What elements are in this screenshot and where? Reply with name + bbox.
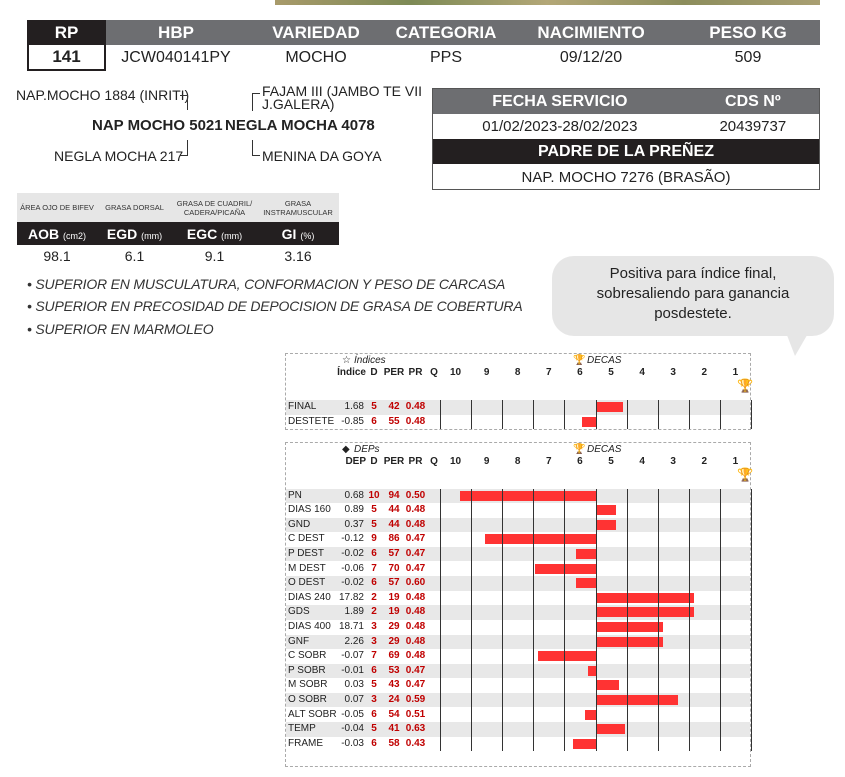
row-pr: 0.48 — [405, 606, 426, 618]
bullet-text: SUPERIOR EN MUSCULATURA, CONFORMACION Y PESO DE CARCASA — [35, 276, 506, 292]
grid-line — [596, 489, 597, 752]
pedigree-connector — [252, 140, 260, 156]
aob-code: AOB — [27, 225, 60, 242]
variedad-value: MOCHO — [285, 49, 347, 66]
row-pr: 0.47 — [405, 664, 426, 676]
deps-chart — [285, 442, 754, 767]
row-pr: 0.47 — [405, 533, 426, 545]
hbp-header: HBP — [158, 22, 194, 42]
padre-value: NAP. MOCHO 7276 (BRASÃO) — [521, 168, 731, 186]
row-per: 29 — [388, 635, 400, 647]
row-pr: 0.48 — [405, 635, 426, 647]
chart-title: DEPs — [354, 444, 380, 455]
table-row — [286, 503, 750, 518]
column-header: PER — [383, 367, 405, 378]
dam-dam: MENINA DA GOYA — [262, 148, 382, 164]
row-per: 69 — [388, 650, 400, 662]
column-header: DEP — [345, 456, 366, 467]
deca-label: 3 — [670, 367, 676, 378]
decas-label: DECAS — [587, 355, 622, 366]
column-header: Q — [430, 456, 438, 467]
bullet-item: • SUPERIOR EN PRECOSIDAD DE DEPOCISION DE GRASA DE COBERTURA — [27, 298, 523, 314]
row-d: 3 — [371, 693, 377, 705]
row-label: P SOBR — [288, 664, 326, 676]
table-row — [286, 708, 750, 723]
row-per: 19 — [388, 591, 400, 603]
grid-line — [533, 400, 534, 429]
row-label: DIAS 160 — [288, 504, 331, 516]
bullet-item: • SUPERIOR EN MARMOLEO — [27, 321, 214, 337]
grid-line — [564, 400, 565, 429]
row-pr: 0.60 — [405, 577, 426, 589]
column-header: PR — [408, 367, 423, 378]
row-pr: 0.47 — [405, 547, 426, 559]
rp-header: RP — [27, 20, 106, 45]
row-label: C DEST — [288, 533, 325, 545]
row-value: -0.03 — [341, 737, 364, 749]
gi-unit: (%) — [300, 230, 315, 241]
row-d: 5 — [371, 518, 377, 530]
grid-line — [720, 489, 721, 752]
table-row — [286, 649, 750, 664]
column-header: PER — [383, 456, 405, 467]
row-value: -0.06 — [341, 562, 364, 574]
grid-line — [471, 400, 472, 429]
categoria-value: PPS — [429, 49, 462, 66]
row-d: 3 — [371, 620, 377, 632]
aob-desc: ÁREA OJO DE BIFEV — [20, 203, 94, 212]
deca-label: 5 — [608, 367, 614, 378]
aob-value: 98.1 — [43, 247, 71, 264]
row-per: 55 — [388, 415, 400, 427]
grid-line — [627, 400, 628, 429]
row-per: 86 — [388, 533, 400, 545]
grid-line — [689, 489, 690, 752]
row-pr: 0.63 — [405, 723, 426, 735]
deca-label: 9 — [483, 456, 490, 467]
egd-unit: (mm) — [141, 230, 163, 241]
row-value: -0.04 — [341, 723, 364, 735]
animal-header-row — [106, 20, 820, 45]
row-label: PN — [288, 489, 302, 501]
row-pr: 0.48 — [405, 415, 426, 427]
row-label: FRAME — [288, 737, 323, 749]
cattle-photo-strip — [275, 0, 820, 5]
table-row — [286, 678, 750, 693]
grid-line — [658, 400, 659, 429]
row-value: -0.02 — [341, 577, 364, 589]
trophy-icon: 🏆 — [573, 444, 586, 455]
egd-value: 6.1 — [124, 247, 145, 264]
fecha-servicio-value: 01/02/2023-28/02/2023 — [482, 118, 638, 135]
rp-value: 141 — [27, 45, 106, 71]
row-per: 44 — [388, 518, 400, 530]
variedad-header: VARIEDAD — [272, 22, 360, 42]
row-d: 7 — [371, 562, 377, 574]
animal-values-row — [106, 45, 820, 71]
row-value: 1.68 — [344, 401, 364, 412]
nacimiento-value: 09/12/20 — [559, 49, 623, 66]
deca-bar — [597, 402, 623, 412]
sire: NAP MOCHO 5021 — [92, 117, 223, 134]
deca-bar — [538, 651, 597, 661]
column-header: PR — [408, 456, 423, 467]
grid-line — [440, 400, 441, 429]
grid-line — [658, 489, 659, 752]
row-per: 43 — [388, 679, 400, 691]
deca-label: 2 — [701, 456, 708, 467]
deca-bar — [597, 593, 694, 603]
column-header: D — [370, 367, 378, 378]
grid-line — [751, 400, 752, 429]
row-label: P DEST — [288, 547, 324, 559]
row-label: FINAL — [288, 401, 317, 412]
deca-bar — [535, 564, 597, 574]
row-value: 0.89 — [344, 504, 364, 516]
row-per: 94 — [388, 489, 400, 501]
row-d: 7 — [371, 650, 377, 662]
row-label: C SOBR — [288, 650, 327, 662]
deca-label: 7 — [546, 367, 552, 378]
row-pr: 0.48 — [405, 401, 426, 412]
row-pr: 0.48 — [405, 591, 426, 603]
row-per: 54 — [388, 708, 400, 720]
fecha-servicio-header: FECHA SERVICIO — [492, 92, 628, 110]
deca-label: 2 — [701, 367, 708, 378]
row-value: -0.01 — [341, 664, 364, 676]
star-icon: ☆ — [342, 355, 351, 366]
deca-label: 9 — [483, 367, 490, 378]
row-label: TEMP — [288, 723, 316, 735]
row-pr: 0.47 — [405, 562, 426, 574]
row-d: 6 — [371, 737, 377, 749]
egc-code: EGC — [186, 225, 218, 242]
table-row — [286, 562, 750, 577]
row-per: 44 — [388, 504, 400, 516]
row-label: M DEST — [288, 562, 326, 574]
row-d: 6 — [371, 664, 377, 676]
row-value: 2.26 — [344, 635, 364, 647]
deca-bar — [573, 739, 597, 749]
deca-bar — [576, 549, 597, 559]
dam-sire: FAJAM III (JAMBO TE VII J.GALERA) — [262, 83, 422, 112]
row-per: 24 — [388, 693, 400, 705]
peso-value: 509 — [734, 49, 762, 66]
row-d: 6 — [371, 547, 377, 559]
nacimiento-header: NACIMIENTO — [537, 22, 645, 42]
deca-bar — [597, 520, 616, 530]
table-row — [286, 400, 750, 415]
deca-label: 6 — [577, 456, 583, 467]
row-value: 0.07 — [344, 693, 364, 705]
row-value: -0.07 — [341, 650, 364, 662]
row-per: 57 — [388, 547, 400, 559]
deca-label: 4 — [639, 456, 645, 467]
row-label: GND — [288, 518, 311, 530]
tag-icon: ◆ — [342, 444, 350, 455]
row-value: 0.03 — [344, 679, 364, 691]
row-d: 5 — [371, 504, 377, 516]
gi-desc: GRASA INSTRAMUSCULAR — [263, 198, 333, 217]
row-value: -0.85 — [341, 415, 364, 427]
table-row — [286, 489, 750, 504]
deca-label: 8 — [514, 456, 521, 467]
row-value: 0.37 — [344, 518, 364, 530]
row-d: 9 — [371, 533, 377, 545]
grid-line — [596, 400, 597, 429]
deca-label: 10 — [449, 456, 462, 467]
indices-chart — [285, 353, 754, 430]
carcass-table — [17, 193, 339, 266]
deca-bar — [597, 607, 694, 617]
table-row — [286, 693, 750, 708]
row-value: 1.89 — [344, 606, 364, 618]
column-header: Q — [430, 367, 438, 378]
row-pr: 0.48 — [405, 650, 426, 662]
row-d: 6 — [371, 415, 377, 427]
deca-label: 5 — [608, 456, 614, 467]
grid-line — [471, 489, 472, 752]
row-pr: 0.43 — [405, 737, 426, 749]
bullet-text: SUPERIOR EN MARMOLEO — [35, 321, 214, 337]
column-header: Índice — [337, 367, 366, 378]
row-pr: 0.59 — [405, 693, 426, 705]
row-label: DESTETE — [288, 415, 335, 427]
deca-bar — [597, 505, 616, 515]
table-row — [286, 722, 750, 737]
column-header: D — [370, 456, 378, 467]
row-d: 2 — [371, 606, 377, 618]
aob-unit: (cm2) — [63, 230, 86, 241]
cds-header: CDS Nº — [725, 92, 781, 110]
sire-dam: NEGLA MOCHA 217 — [54, 148, 184, 164]
table-row — [286, 620, 750, 635]
row-pr: 0.50 — [405, 489, 426, 501]
table-row — [286, 532, 750, 547]
deca-label: 1 — [732, 456, 739, 467]
deca-bar — [597, 695, 678, 705]
table-row — [286, 591, 750, 606]
speech-bubble — [552, 256, 834, 336]
dam: NEGLA MOCHA 4078 — [225, 117, 375, 134]
trophy-icon: 🏆 — [573, 355, 586, 366]
bullet-item: • SUPERIOR EN MUSCULATURA, CONFORMACION Y PESO DE CARCASA — [27, 276, 506, 292]
table-row — [286, 605, 750, 620]
decas-label: DECAS — [587, 444, 622, 455]
grid-line — [627, 489, 628, 752]
deca-label: 7 — [546, 456, 552, 467]
bubble-text: Positiva para índice final, sobresaliendo para ganancia posdestete. — [596, 265, 790, 322]
deca-label: 10 — [449, 367, 462, 378]
row-label: GDS — [288, 606, 310, 618]
grid-line — [564, 489, 565, 752]
row-per: 58 — [388, 737, 400, 749]
row-label: DIAS 240 — [288, 591, 331, 603]
peso-header: PESO KG — [709, 22, 787, 42]
row-per: 53 — [388, 664, 400, 676]
row-value: -0.05 — [341, 708, 364, 720]
row-per: 57 — [388, 577, 400, 589]
egd-desc: GRASA DORSAL — [105, 203, 164, 212]
table-row — [286, 415, 750, 430]
deca-bar — [460, 491, 597, 501]
row-value: -0.02 — [341, 547, 364, 559]
padre-header: PADRE DE LA PREÑEZ — [433, 139, 819, 164]
deca-bar — [576, 578, 597, 588]
row-value: 18.71 — [338, 620, 364, 632]
deca-bar — [597, 680, 619, 690]
row-label: M SOBR — [288, 679, 328, 691]
egc-desc: GRASA DE CUADRIL/ CADERA/PICAÑA — [176, 198, 253, 217]
row-d: 6 — [371, 708, 377, 720]
row-pr: 0.51 — [405, 708, 426, 720]
grid-line — [720, 400, 721, 429]
grid-line — [533, 489, 534, 752]
bullet-text: SUPERIOR EN PRECOSIDAD DE DEPOCISION DE GRASA DE COBERTURA — [35, 298, 523, 314]
row-d: 5 — [371, 723, 377, 735]
row-label: DIAS 400 — [288, 620, 331, 632]
sire-sire: NAP.MOCHO 1884 (INRITI) — [16, 87, 190, 103]
grid-line — [502, 400, 503, 429]
row-pr: 0.48 — [405, 504, 426, 516]
row-label: O SOBR — [288, 693, 327, 705]
row-d: 3 — [371, 635, 377, 647]
row-per: 70 — [388, 562, 400, 574]
hbp-value: JCW040141PY — [121, 49, 231, 66]
row-d: 6 — [371, 577, 377, 589]
row-label: GNF — [288, 635, 310, 647]
row-value: -0.12 — [341, 533, 364, 545]
gold-trophy-icon: 🏆 — [737, 467, 754, 482]
row-value: 0.68 — [344, 489, 364, 501]
row-pr: 0.47 — [405, 679, 426, 691]
row-d: 5 — [371, 401, 377, 412]
cds-value: 20439737 — [719, 118, 787, 135]
row-per: 29 — [388, 620, 400, 632]
row-label: ALT SOBR — [288, 708, 337, 720]
row-per: 41 — [388, 723, 400, 735]
grid-line — [751, 489, 752, 752]
table-row — [286, 518, 750, 533]
deca-bar — [597, 724, 625, 734]
table-row — [286, 737, 750, 752]
deca-label: 1 — [732, 367, 739, 378]
table-row — [286, 576, 750, 591]
table-row — [286, 664, 750, 679]
egc-unit: (mm) — [221, 230, 243, 241]
deca-label: 3 — [670, 456, 676, 467]
grid-line — [502, 489, 503, 752]
gold-trophy-icon: 🏆 — [737, 378, 754, 393]
row-d: 5 — [371, 679, 377, 691]
egc-value: 9.1 — [204, 247, 225, 264]
row-per: 42 — [388, 401, 400, 412]
table-row — [286, 635, 750, 650]
pedigree-connector — [180, 95, 188, 110]
gi-value: 3.16 — [284, 247, 312, 264]
chart-title: Índices — [354, 355, 386, 366]
egd-code: EGD — [106, 225, 138, 242]
grid-line — [689, 400, 690, 429]
row-pr: 0.48 — [405, 620, 426, 632]
deca-label: 6 — [577, 367, 583, 378]
row-pr: 0.48 — [405, 518, 426, 530]
deca-label: 4 — [639, 367, 645, 378]
grid-line — [440, 489, 441, 752]
gi-code: GI — [281, 225, 297, 242]
row-value: 17.82 — [338, 591, 364, 603]
row-label: O DEST — [288, 577, 326, 589]
deca-bar — [597, 622, 663, 632]
pedigree-connector — [252, 93, 260, 111]
row-per: 19 — [388, 606, 400, 618]
categoria-header: CATEGORIA — [395, 22, 497, 42]
service-box — [432, 88, 820, 190]
deca-label: 8 — [514, 367, 521, 378]
table-row — [286, 547, 750, 562]
deca-bar — [597, 637, 663, 647]
row-d: 10 — [368, 489, 380, 501]
row-d: 2 — [371, 591, 377, 603]
